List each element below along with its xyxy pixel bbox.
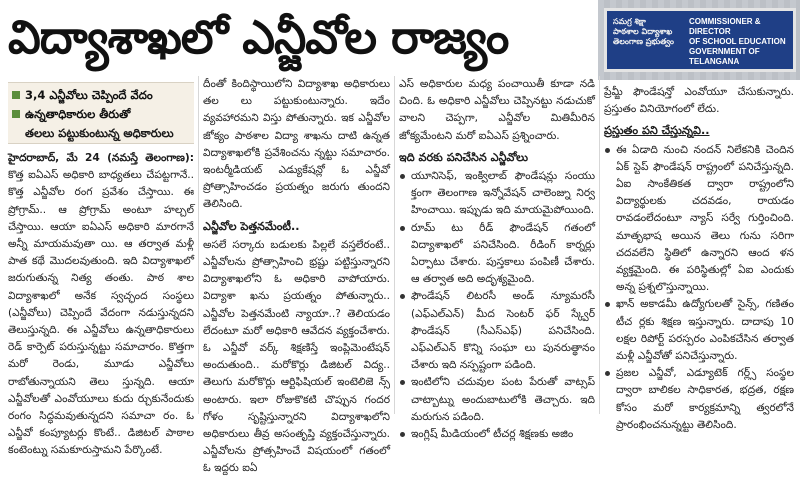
body-text: కొత్త ఐఏఎస్ అధికారి బాధ్యతలు చేపట్టగానే.. కొత్త ఎన్జీవోల రంగ ప్రవేశం చేస్తాయి. ఈ ప్రోగ్రామ్.. ఆ ప్రోగ్రామ్ అంటూ హల్చల్ చేస్తాయి. ఆయా ఐఏఎస్ అధికారి మారగానే అన్నీ మాయమవుతా యి. ఆ తర్వాత మళ్లీ పాత కథే మొదలవుతుంది. ఇది విద్యాశాఖలో జరుగుతున్న నిత్య తంతు. పాఠ శాల విద్యాశాఖలో అనేక స్వచ్ఛంద సంస్థలు (ఎన్జీవోలు) చెప్పిందే వేదంగా నడుస్తున్నదని తెలుస్తున్నది. ఈ ఎన్జీవోలు ఉన్నతాధికారులు రెడ్ కార్పెట్ పరుస్తున్నట్టు సమాచారం. కొత్తగా మరో రెండు, మూడు ఎన్జీవోలు రాబోతున్నాయని తెలు స్తున్నది. ఆయా ఎన్జీవోలతో ఎంవోయూలు కుదు ర్చుకునేందుకు రంగం సిద్ధమవుతున్నదని సమాచా రం. ఓ ఎన్జీవో కంప్యూటర్లు కొంటే.. డిజిటల్ పాఠాల కంటెంట్ను సమకూరుస్తామని పేర్కొంటే. <box>8 169 194 457</box>
article-column-3 <box>399 76 595 441</box>
commissioner-board-photo <box>598 0 800 80</box>
body-text: ప్రేమ్జీ ఫౌండేషన్తో ఎంవోయూ చేసుకున్నారు. ప్రస్తుతం వినియోగంలో లేదు. <box>604 86 794 116</box>
article-column-4 <box>604 84 794 431</box>
article-headline: విద్యాశాఖలో ఎన్జీవోల రాజ్యం <box>8 10 509 64</box>
square-bullet-icon <box>12 91 20 99</box>
board-telugu-text: సమగ్ర శిక్షా పాఠశాల విద్యాశాఖ తెలంగాణ ప్రభుత్వం <box>613 17 674 46</box>
ngo-current-list <box>604 142 794 434</box>
list-item: ఇంగ్లిష్ మీడియంలో టీచర్ల శిక్షణకు అజిం <box>399 426 595 443</box>
dateline: హైదరాబాద్, మే 24 (నమస్తే తెలంగాణ): <box>8 152 194 164</box>
highlight-box <box>8 82 194 144</box>
name-board <box>604 8 796 72</box>
list-item: ఖాన్ అకాడమీ ఉద్యోగులతో సైన్స్, గణితం టీచ ర్లకు శిక్షణ ఇస్తున్నారు. దాదాపు 10 లక్షల రిపోర్ట్ పరస్పరం ఎంపికచేసిన తర్వాత మళ్లీ ఎన్జీవోతో పనిచేస్తున్నారు. <box>604 296 794 365</box>
list-item: ఇంటిలోని చదువుల పంట పేరుతో వాట్సప్ చాట్బాట్ను అందుబాటులోకి తెచ్చారు. ఇది మరుగున పడింది. <box>399 374 595 426</box>
highlight-item-continued: తలలు పట్టుకుంటున్న అధికారులు <box>25 126 174 140</box>
body-text: అసలే సర్కారు బడులకు పిల్లలే వస్తలేరంటే.. ఎన్జీవోలను ప్రోత్సాహించి భ్రష్టు పట్టిస్తున్నారని విద్యాశాఖలోని ఓ అధికారి వాపోయారు. విద్యాశా ఖను ప్రయత్నం పోతున్నారు.. ఎన్జీవోల పెత్తనమేంటి న్యాయా..? తెలియడం లేదంటూ మరో అధికారి ఆవేదన వ్యక్తంచేశారు. ఓ ఎన్జీవో వర్క్ శిక్షణిస్తే ఇంప్లిమెంటేషన్ అందుతుంది.. మరోకొర్లు డిజిటల్ విద్య.. తెలుగు మరోకొర్లు ఆర్టిఫిషియల్ ఇంటెలిజె న్స్ అంటారు. ఇలా రోజుకొకటి చొప్పున గందర గోళం సృష్టిస్తున్నారని విద్యాశాఖలోని అధికారులు తీవ్ర అసంతృప్తి వ్యక్తంచేస్తున్నారు. ఎన్జీవోలను ప్రోత్సహించే విషయంలో గతంలో ఓ ఇద్దరు ఐఏ <box>203 238 390 475</box>
list-item: యూనిసెఫ్, ఇంక్విలాబ్ ఫౌండేషన్లు సంయు క్తంగా తెలంగాణ ఇన్నోవేషన్ చాలెంజ్ను నిర్వ హించాయి. ఇప్పుడు ఇది మాయమైపోయింది. <box>399 168 595 220</box>
ngo-past-list <box>399 168 595 443</box>
article-column-2 <box>203 76 390 475</box>
list-item: ప్రజల ఎన్జీవో, ఎడ్యూటెక్ గర్ల్స్ సంస్థల ద్వారా బాలికల సాధికారత, భద్రత, రక్షణ కోసం మరో కార్యక్రమాన్ని త్వరలోనే ప్రారంభించనున్నట్టు తెలిసింది. <box>604 365 794 434</box>
article-column-1 <box>8 150 194 457</box>
section-subhead: ఇది వరకు పనిచేసిన ఎన్జీవోలు <box>399 150 528 164</box>
highlight-item: 3,4 ఎన్జీవోలు చెప్పిందే వేదం <box>12 86 190 105</box>
board-english-text: COMMISSIONER & DIRECTOR OF SCHOOL EDUCATION GOVERNMENT OF TELANGANA <box>689 17 786 66</box>
body-text: ఎస్ అధికారుల మధ్య పంచాయితీ కూడా నడి చింది. ఓ అధికారి ఎన్జీవోలు చెప్పినట్టు నడుచుకో వాలని చెప్పగా, ఎన్జీవోల మితిమీరిన జోక్యమేంటని మరో ఐఏఎస్ ప్రశ్నించారు. <box>399 78 595 142</box>
body-text: దీంతో కిందిస్థాయిలోని విద్యాశాఖ అధికారులు తల లు పట్టుకుంటున్నారు. ఇదేం వ్యవహారమని విస్తు పోతున్నారు. ఇక ఎన్జీవోల జోక్యం పాఠశాల విద్యా శాఖను దాటి ఉన్నత విద్యాశాఖలోకి ప్రవేశించను న్నట్టు సమాచారం. ఇంటర్మీడియట్ ఎడ్యుకేషన్లో ఓ ఎన్జీవో ప్రోత్సాహించడం ప్రయత్నం జరుగు తుందని తెలిసింది. <box>203 78 390 211</box>
highlight-item: ఉన్నతాధికారుల తీరుతో <box>12 105 190 124</box>
column-divider <box>599 76 600 414</box>
square-bullet-icon <box>12 110 20 118</box>
section-subhead: ప్రస్తుతం పని చేస్తున్నవి.. <box>604 124 710 138</box>
section-subhead: ఎన్జీవోల పెత్తనమేంటీ.. <box>203 219 300 233</box>
list-item: ఈ ఏడాది నుంచి నందన్ నిలేకనికి చెందిన ఏక్ స్టెప్ ఫౌండేషన్ రాష్ట్రంలో పనిచేస్తున్నది. ఏఐ సాంకేతికత ద్వారా రాష్ట్రంలోని విద్యార్థులకు చదవడం, రాయడం రావడంలేదంటూ న్యాస్ సర్వే గుర్తించింది. మాతృభాష అయిన తెలు గును సరిగా చదవలేని స్థితిలో ఉన్నారని ఆంద ళన వ్యక్తమైంది. ఈ పరిస్థితుల్లో ఏఐ ఎందుకు అన్న ప్రశ్నలొస్తున్నాయి. <box>604 142 794 297</box>
column-divider <box>198 76 199 414</box>
list-item: రూమ్ టు రీడ్ ఫౌండేషన్ గతంలో విద్యాశాఖలో పనిచేసింది. రీడింగ్ కార్నర్లు ఏర్పాటు చేశారు. పుస్తకాలు పంపిణీ చేశారు. ఆ తర్వాత అది అదృశ్యమైంది. <box>399 220 595 289</box>
list-item: ఫౌండేషన్ లిటరసీ అండ్ న్యూమరసీ (ఎఫ్ఎల్ఎన్) మీద సెంటర్ ఫర్ స్క్వేర్ ఫౌండేషన్ (సీఎస్ఎఫ్) పనిచేసింది. ఎఫ్ఎల్ఎన్ కొన్ని సంఘా లు పునరుత్థానం చేశారు ఇది నస్పష్టంగా పడింది. <box>399 288 595 374</box>
column-divider <box>394 76 395 414</box>
